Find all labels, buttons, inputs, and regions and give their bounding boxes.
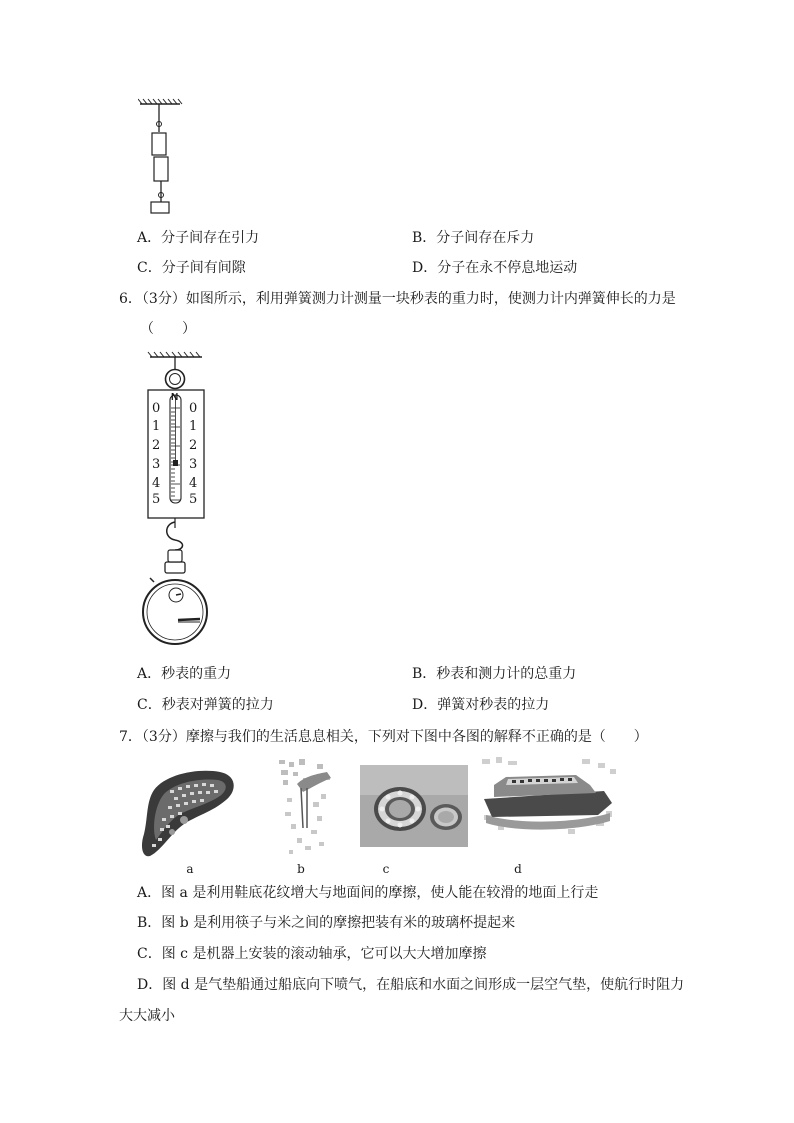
q5-option-a: A．分子间存在引力 [137,230,260,246]
scale-right-4: 4 [189,476,198,491]
q6-stem: 6．（3分）如图所示，利用弹簧测力计测量一块秒表的重力时，使测力计内弹簧伸长的力是 [119,291,676,307]
q5-option-b: B．分子间存在斥力 [412,230,535,246]
q6-option-a: A．秒表的重力 [137,666,232,682]
q6-answer-blank: （ ） [140,321,196,337]
scale-left-0: 0 [152,401,161,416]
scale-left-2: 2 [152,438,161,453]
scale-left-1: 1 [152,419,161,434]
q7-option-c: C．图 c 是机器上安装的滚动轴承，它可以大大增加摩擦 [137,946,487,962]
photo-caption-d: d [514,862,522,876]
q7-stem: 7．（3分）摩擦与我们的生活息息相关，下列对下图中各图的解释不正确的是（ ） [119,729,648,745]
q5-option-c: C．分子间有间隙 [137,260,246,276]
q6-option-d: D．弹簧对秒表的拉力 [412,697,550,713]
scale-left-3: 3 [152,457,161,472]
shoe-sole-photo [140,760,242,860]
spring-balance-figure [140,350,216,650]
scale-right-5: 5 [189,492,198,507]
chopsticks-rice-glass-photo [277,758,337,858]
q7-option-d-line1: D．图 d 是气垫船通过船底向下喷气，在船底和水面之间形成一层空气垫，使航行时阻力 [137,977,685,993]
scale-right-3: 3 [189,457,198,472]
ball-bearing-photo [360,765,468,847]
scale-unit-label: N [171,392,179,403]
lead-blocks-figure [138,98,184,216]
scale-left-5: 5 [152,492,161,507]
photo-caption-a: a [186,862,194,876]
q7-option-b: B．图 b 是利用筷子与米之间的摩擦把装有米的玻璃杯提起来 [137,915,516,931]
q6-option-c: C．秒表对弹簧的拉力 [137,697,274,713]
photo-caption-c: c [382,862,390,876]
photo-caption-b: b [297,862,305,876]
scale-left-4: 4 [152,476,161,491]
q5-option-d: D．分子在永不停息地运动 [412,260,578,276]
scale-right-1: 1 [189,419,198,434]
scale-right-2: 2 [189,438,198,453]
scale-right-0: 0 [189,401,198,416]
hovercraft-photo [478,755,620,841]
q7-option-a: A．图 a 是利用鞋底花纹增大与地面间的摩擦，使人能在较滑的地面上行走 [137,885,599,901]
q6-option-b: B．秒表和测力计的总重力 [412,666,577,682]
q7-option-d-line2: 大大减小 [119,1008,175,1024]
